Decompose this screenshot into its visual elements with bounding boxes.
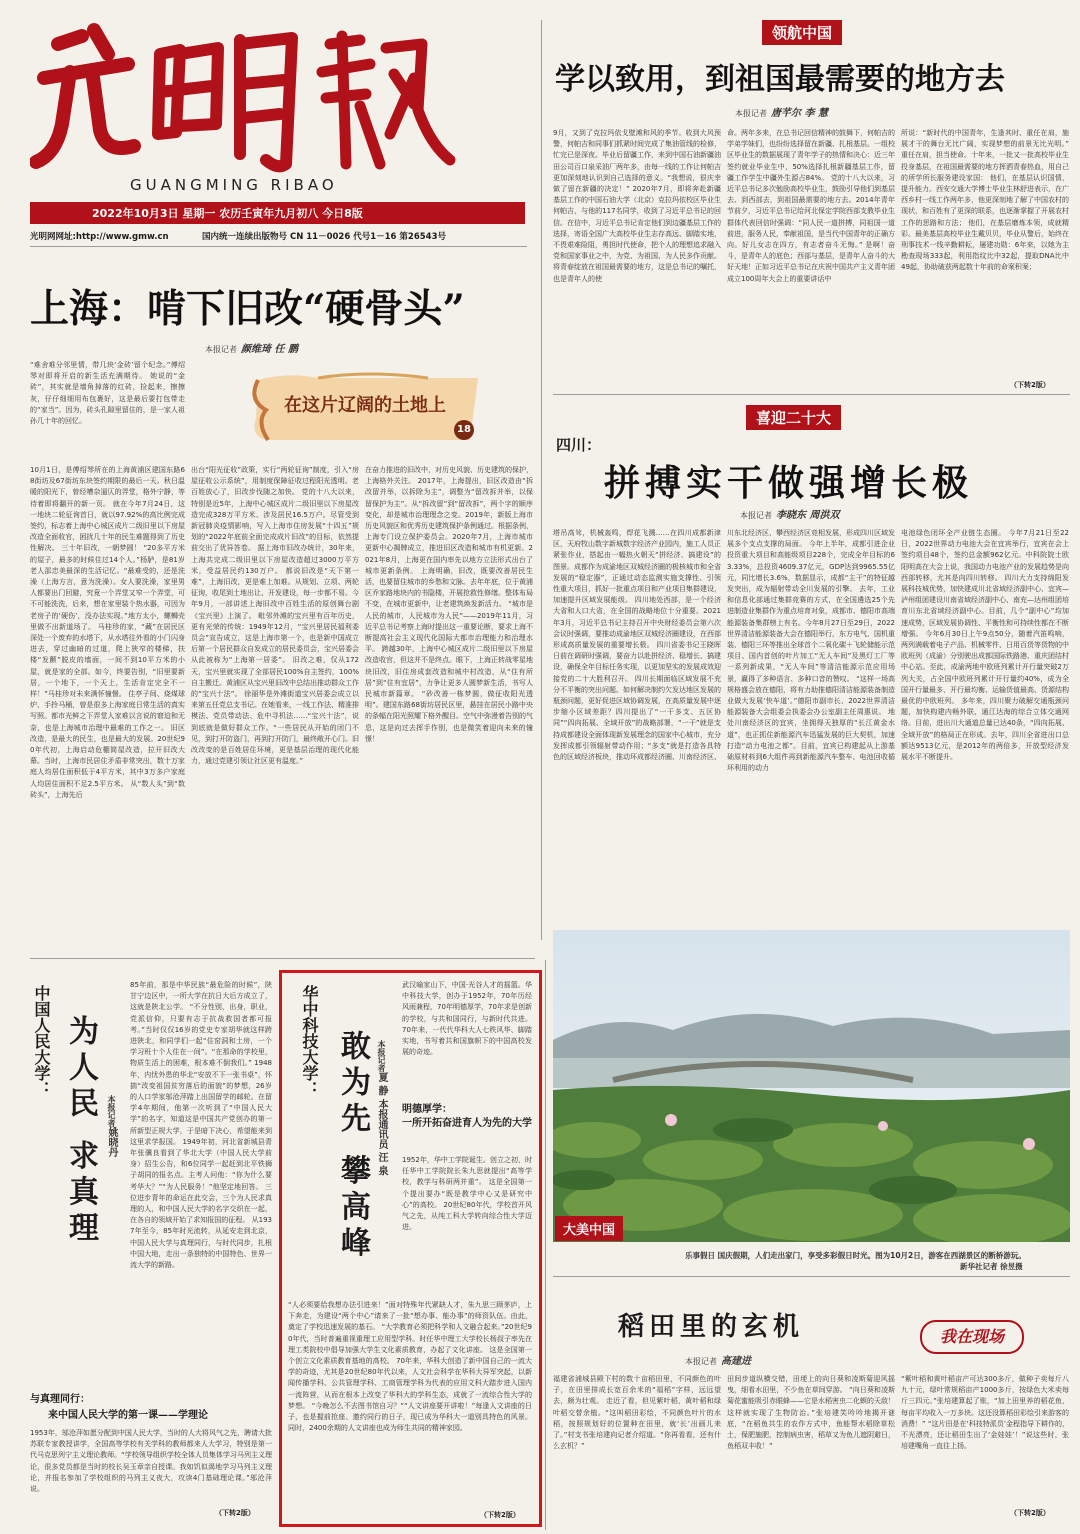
main-byline: 本报记者 颜维琦 任 鹏 xyxy=(205,344,298,355)
daotian-col1: 福建省浦城县殿下村的数十亩稻田里，不同颜色的叶子，在田里排成长宽百余米的“福稻”字样，远远望去，颇为壮观。 走近了看，但见紫叶稻，黄叶稻和绿叶稻交替余植。“这叫稻田彩绘，不同颜色叶片的水稻，按照规划好的位置种在田里，就‘长’出画儿来了。”村支书张培建向记者介绍道。“你再看看，还有什么玄机？” xyxy=(553,1375,721,1451)
top-right-col1: 9月，又到了克拉玛依戈壁滩和风的季节。收到大风预警，何帕吉和同事们抓紧时间完成了集油管线的检修，忙完已是深夜。毕业后留疆工作，来到中国石油新疆油田公司百口泉采油厂两年多，由每一线的工作让何帕吉更加深刻地认识到自己选择的意义。“我想说，很庆幸做了留在新疆的决定！” 2020年7月，即将奔赴新疆基层工作的中国石油大学（北京）克拉玛依校区毕业生何帕吉，与他的117名同学，收到了习近平总书记的回信。在信中，习近平总书记肯定他们到边疆基层工作的选择，寄语全国广大高校毕业生志存高远、脚踏实地，不畏艰难险阻，勇担时代使命，把个人的理想追求融入党和国家事业之中，为党、为祖国、为人民多作贡献。 将青春绽放在祖国最需要的地方，这是总书记的嘱托，也是青年人的使 xyxy=(553,129,721,283)
main-headline: 上海：啃下旧改“硬骨头” xyxy=(30,286,465,332)
masthead-pinyin: GUANGMING RIBAO xyxy=(130,176,338,194)
huake-subhead-2: 一所开拓奋进育人为先的大学 xyxy=(402,1118,532,1129)
masthead-serial: 国内统一连续出版物号 CN 11－0026 代号1－16 第26543号 xyxy=(202,232,446,242)
renmin-col1: 85年前，那是中华民族“最危险的时候”，陕甘宁边区中，一所大学在抗日大后方成立了，这就是陕北公学。 “不分性别，出身，职业，党派信仰，只要有志于抗战救国者都可报考。”当时仅仅16岁的党史专家胡华就这样跨进陕北，和同学们一起“住窑洞和土房，一个学习班十个人住在一间”。“在那命的学校里，物质生活上的困难，根本难不倒我们。” 1948年，内忧外患的华北“安放不下一张书桌”，怀揣“改变祖国贫穷落后的面貌”的梦想，26岁的人口学家邬沧萍踏上出国留学的邮轮。在留学4年期间，他第一次听到了“中国人民大学”的名字，知道这是中国共产党创办的第一所新型正规大学，于是暗下决心，希望能来到这里求学报国。 1949年初，河北省新城县青年张骥良看到了华北大学（中国人民大学前身）招生公告，和6位同学一起赶到北平铁狮子胡同的报名点。主考人问他：“你为什么要考华大？”“为人民服务！”他坚定地回答。 三位进步青年的命运在此交会，三个为人民求真理的人，和中国人民大学的名字交织在一起，在各自的领域开始了求知报国的征程。 从1937年至今，85年时光流转，从延安走到北京，中国人民大学与真理同行，与时代同步，扎根中国大地，走出一条独特的中国特色、世界一流大学的新路。 xyxy=(130,981,272,1270)
bottom-column-divider xyxy=(545,960,546,1530)
feature-title: 在这片辽阔的土地上 xyxy=(284,395,446,416)
huake-jump: （下转2版） xyxy=(480,1511,520,1519)
photo-rule xyxy=(553,1276,1070,1277)
renmin-subhead-2: 来中国人民大学的第一课——学理论 xyxy=(48,1410,208,1421)
top-right-jump: （下转2版） xyxy=(1010,381,1050,389)
masthead-date-line: 2022年10月3日 星期一 农历壬寅年九月初八 今日8版 xyxy=(92,207,363,220)
sichuan-byline: 本报记者 李晓东 周洪双 xyxy=(740,510,840,521)
west-lake-photo xyxy=(553,930,1070,1242)
section-label-lingbang: 领航中国 xyxy=(762,20,842,45)
renmin-col2: 1953年，邬沧萍如愿分配到中国人民大学，当时的人大将风气之先，聘请大批苏联专家教授讲学，全国高等学校有关学科的教师都来人大学习，特别是第一代马克思列宁主义理论教师。“学校领导组织学校全体人员集体学习马列主义理论，很多党员都是当时的校长吴玉章亲自授课。我如饥似渴地学习马列主义理论，并报名参加了学校组织的马列主义夜大，攻读4门基础理论课。”邬沧萍说。 xyxy=(30,1429,272,1494)
top-right-byline: 本报记者 唐芊尔 李 慧 xyxy=(735,108,828,119)
top-right-col2: 命。两年多来，在总书记回信精神的鼓舞下，何帕吉的学弟学妹们，也纷纷选择留在新疆、扎根基层。一组校区毕业生的数据展现了青年学子的热情和决心：近三年签约就业毕业生中，50%选择扎根新疆基层工作，留疆工作学生中疆外生源占84%。 党的十八大以来，习近平总书记多次勉励高校毕业生，鼓励引导他们到基层去、到西部去，到祖国最需要的地方去。2014年青年节前夕，习近平总书记给河北保定学院西部支教毕业生群体代表回信时强调：“同人民一道拼搏，同祖国一道前进，服务人民，奉献祖国，是当代中国青年的正确方向。好儿女志在四方，有志者奋斗无悔。” 是啊！奋斗，是青年人的底色；西部与基层，是青年人奋斗的大好天地！正如习近平总书记在庆祝中国共产主义青年团成立100周年大会上的重要讲话中 xyxy=(727,129,895,283)
main-lead: “难舍难分邻里情，带几块‘金砖’留个纪念。”傅绍琴对即将开启的新生活充满期待。 她说的“金砖”，其实就是墙角掉落的红砖，捡起来，擦擦灰，仔仔细细用布包裹好，这是最后要打包带走的“家当”。因为，砖头孔隙里留住的，是一家人祖孙几十年的回忆。 xyxy=(30,361,185,426)
main-col1: 10月1日，是傅绍琴所在的上海黄浦区建国东路68街坊及67街坊东块签约期限的最后一天。秋日温暖的阳光下，曾经嘈杂逼仄的弄堂，格外宁静，等待着即将翻开的新一页。 就在今年7月24日，这一地块二轮征询首日，就以97.92%的高比例完成签约，标志着上海中心城区成片二级旧里以下房屋改造全面收官，困扰几十年的民生难题得到了历史性解决。 三十年旧改，一朝梦圆！ “20多平方米的屋子，最多的时候住过14个人。”杨胪，是81岁老人邵忠美最深的生活记忆。“最难受的，还是洗澡（上海方言，意为洗澡）。女人要洗澡，家里男人都要出门回避，究竟一个弄堂又窄一个弄堂，可不可能洗洗，后来，想在家里装个热水器，可因为老房子的‘硬伤’，没办法实现。”地方太小，螺蛳壳里做不出新道场了。 马桂珍的家，“藏”在居民区深处一个废弃的水塔下，从水塔往外看的小门闪身进去，穿过幽暗的过道，爬上狭窄的楼梯，扶楼“发颤”脱皮的墙面，一间不到10平方米的小屋，就是家的全部。如今，终要告别，“旧里要新居，一个地下，一个天上，生活肯定完全不一样！”马桂珍对未来满怀憧憬。 住亭子间、烧煤球炉、手拎马桶，曾是很多上海家庭日常生活的真实写照。都市光鲜之下弄堂人家难以言说的窘迫和无奈，也是上海城市治理中最难的工作之一。 旧区改造，是最大的民生，也是最大的发展。20世纪90年代初，上海启动危棚简屋改造，拉开旧改大幕。当时，上海市民居住矛盾非常突出，数十万家庭人均居住面积低于4平方米，其中3万多户家庭人均居住面积不足2.5平方米。 从“数人头”到“数砖头”，上海先后 xyxy=(30,466,185,799)
daotian-headline: 稻田里的玄机 xyxy=(618,1312,805,1342)
column-divider xyxy=(541,20,542,940)
top-right-headline: 学以致用，到祖国最需要的地方去 xyxy=(555,62,1005,97)
photo-credit: 新华社记者 徐昱摄 xyxy=(960,1262,1023,1271)
sichuan-kicker: 四川： xyxy=(556,436,602,454)
masthead-logo-glyphs xyxy=(30,14,495,174)
daotian-col3: “紫叶稻和黄叶稻亩产可达300多斤，做种子卖每斤八九十元，绿叶常规稻亩产1000多斤，按绿色大米卖每斤三四元。”张培建算起了账，“加上田里养的稻花鱼，每亩平均收入一万多块。这还没算稻田彩绘引来游客的消费！” “这片田是在‘科技特派员’金程指导下耕作的，不光漂亮，还让稻田生出了‘金娃娃’！”说这些时，张培建嘴角一直往上扬。 xyxy=(901,1375,1069,1451)
main-rule xyxy=(30,958,535,959)
renmin-kicker: 中国人民大学： xyxy=(32,985,51,1097)
main-col3: 在奋力推进的旧改中，对历史风貌、历史建筑的保护，上海格外关注。 2017年，上海提出，旧区改造由“拆改留并举，以拆除为主”，调整为“留改拆并举，以保留保护为主”。从“拆改留”到“留改拆”，两个字的顺序变化，却是城市治理理念之变。2019年，新版上海市历史风貌区和优秀历史建筑保护条例通过。根据条例，上海专门设立保护委员会。2020年7月，上海市城市更新中心揭牌成立，推进旧区改造和城市有机更新。2021年8月，上海更在国内率先以地方立法形式出台了城市更新条例。 上海明确，旧改，既要改善居民生活，也要留住城市的乡愁和文脉。去年年底，位于黄浦区乔家路地块内的书隐楼，开展抢救性修缮。整体布局不变，在城市更新中，让老建筑焕发新活力。 “城市是人民的城市，人民城市为人民”——2019年11月，习近平总书记考察上海时提出这一重要论断，要求上海不断提高社会主义现代化国际大都市治理能力和治理水平。 跨越30年，上海中心城区成片二级旧里以下房屋改造收官，但这并不是终点。眼下，上海正转战零星地块旧改，旧住房成套改造和城中村改造，从“住有所居”到“住有宜居”，力争让更多人圆梦新生活，书写人民城市新篇章。 “砂改善一栋梦圆，做征收阳光透明”。建国东路68街坊居民区里，悬挂在居民小路中央的条幅在阳光照耀下格外醒目。空气中弥漫着告别的气息，这是向过去挥手作别，也是微笑着迎向未来的憧憬！ xyxy=(365,466,533,743)
photo-illustration xyxy=(553,930,1070,1242)
huake-headline: 敢为先 攀高峰 xyxy=(335,1030,370,1263)
huake-col2: 1952年，华中工学院诞生。创立之初，时任华中工学院院长朱九思就提出“高等学校，教学与科研两并重”。 这是全国第一个提出要办“既是教学中心又是研究中心”的高校。 20世纪80年代，学校首开风气之先，从纯工科大学转向综合性大学迈进。 xyxy=(402,1156,532,1232)
sichuan-col2: 川东北经济区、攀西经济区竞相发展，形成四川区域发展多个支点支撑的局面。 今年上半年，成都引进企业投资重大项目和高能级项目228个，完成全年目标的63.33%，总投资4609.37亿元，GDP达到9965.55亿元，同比增长3.6%，数据显示，成都“主干”的特征越发突出，成为辐射带动全川发展的引擎。 去年，工业和信息化部通过集群竞赛的方式，在全国遴选25个先进制造业集群作为重点培育对象，成都市、德阳市高端能源装备集群榜上有名。今年8月27日至29日，2022世界清洁能源装备大会在德阳举行，东方电气、国机重装、德阳三环等推出全球首个二氧化碳＋飞轮储能示范项目、国内首创的叶片加工“无人车间”及黑灯工厂等一系列新成果，“无人车间”等清洁能源示范应用场景，赢得了多种语言、多种口音的赞叹。 “这样一场高规格盛会放在德阳，将有力助推德阳清洁能源装备制造业做大发展‘快车道’。”德阳市副市长、2022世界清洁能源装备大会组委会执委会办公室副主任周惠说。 地处川南经济区的宜宾，坐拥得天独厚的“长江黄金水道”，也正抓住新能源汽车迅猛发展的巨大契机，加速打造“动力电池之都”。目前，宜宾已构建起从上游基础原材料到6大组件再到新能源汽车整车、电池回收循环利用的动力 xyxy=(727,529,895,773)
huake-byline: 本报记者夏 静 本报通讯员 汪 泉 xyxy=(376,1040,387,1176)
photo-badge: 大美中国 xyxy=(555,1216,623,1241)
photo-caption: 乐事假日 国庆假期，人们走出家门，享受多彩假日时光。图为10月2日，游客在西湖景区的断桥游玩。 xyxy=(685,1251,1026,1260)
masthead-website: 光明网网址:http://www.gmw.cn xyxy=(30,232,169,242)
daotian-jump: （下转2版） xyxy=(1010,1509,1050,1517)
huake-col3: “人必须要给我想办法引进来！”面对特殊年代紧缺人才，朱九思三顾茅庐，上下奔走，为建设“两个中心”请来了一批“想办事、能办事”的师资队伍。由此，奠定了学校迅速发展的基石。 “大学教育必须把科学和人文融合起来。”20世纪90年代，当时普遍重视重理工应用型学科。时任华中理工大学校长杨叔子率先在理工类院校中倡导加强大学生文化素质教育，办起了文化讲座。 这是全国第一个创立文化素质教育基地的高校。 70年来，华科大创造了新中国自己的一流大学的奇迹，尤其是20世纪80年代以来，人文社会科学在华科大异军突起，以新闻传播学科、公共管理学科、工商管理学科为代表的应用文科大踏步进入国内一流阵营，从而在根本上改变了华科大的学科生态，成就了一流综合性大学的梦想。 “今晚怎么不去图书馆自习？”“人文讲座要开讲啦！”每逢人文讲座的日子，也是握前抢座、邀约同行的日子，现已成为华科大一道别具特色的风景。同时，2400余期的人文讲座也成为师生共同的精神家园。 xyxy=(288,1301,532,1433)
daotian-badge: 我在现场 xyxy=(920,1320,1024,1354)
huake-subhead: 明德厚学： xyxy=(402,1104,452,1115)
top-right-col3: 所说：“新时代的中国青年，生逢其时、重任在肩，施展才干的舞台无比广阔，实现梦想的前景无比光明。” 重任在肩，担当使命。十年来，一批又一批高校毕业生投身基层，在祖国最需要的地方挥洒青春热血，用自己的所学所长服务建设家国： 他们，在基层认识国情，提升能力。西安交通大学博士毕业生林舒进表示，在广西乡村一线工作两年多，他更深刻地了解了中国农村的现状，和百姓有了更深的联系，也逐渐掌握了开展农村工作的思路和方法； 他们，在基层磨炼本领，成就精彩。最美基层高校毕业生戴贝贝，毕业从警后，始终在刑事技术一线辛勤耕耘，屡建功勋：6年来，以她为主勘查现场333起，利用指纹比中32起，提取DNA比中49起，协助破获两起数十年前的命案积案； xyxy=(901,129,1069,272)
renmin-byline: 本报记者姚晓丹 xyxy=(106,1095,117,1157)
section-label-xiying: 喜迎二十大 xyxy=(746,405,841,430)
sichuan-col1: 塔吊高耸，机械轰鸣，焊花飞溅……在四川成都新津区，天府牧山数字新城数字经济产业园内，施工人员正紧张作业，搭起由一幅热火朝天“拼经济、搞建设”的图景。成都作为成渝地区双城经济圈的极核城市和全省发展的“稳定器”，正通过动态监测实施支撑性、引领性重大项目，抓好一批重点项目和产业项目集群建设，加速提升区域发展能级。 四川地处西部，是一个经济大省和人口大省，在全国的战略地位十分重要。2021年3月，习近平总书记主持召开中央财经委员会第六次会议时强调，要推动成渝地区双城经济圈建设，在西部形成高质量发展的重要增长极。 四川省委书记王晓晖日前在调研时强调，要奋力以赴拼经济、稳增长、搞建设，确保全年目标任务实现，以更加坚实的发展成效迎接党的二十大胜利召开。 四川长期面临区域发展不充分不平衡的突出问题。如何解决制约欠发达地区发展的瓶颈问题，更好促进区域协调发展，在高质量发展中逐步缩小区域差距？四川提出了“一干多支、五区协同”“四向拓展、全域开放”的战略部署，“一干”就是支持成都建设全面体现新发展理念的国家中心城市，充分发挥成都引领辐射带动作用；“多支”就是打造各具特色的区域经济板块，推动环成都经济圈、川南经济区、 xyxy=(553,529,721,762)
masthead-logo xyxy=(30,14,495,174)
feature-banner xyxy=(248,370,488,448)
renmin-subhead: 与真理同行： xyxy=(30,1394,90,1405)
daotian-col2: 田间步道纵横交错，田埂上的向日葵和凌斯菊迎风摇曳，细看水田里，不少鱼在草间穿游。 “向日葵和凌斯菊花蜜能吸引赤眼蜂——它是水稻害虫二化螟的天敌！这样就实现了生物防治。”张培建笑吟吟地揭开谜底，“在稻鱼共生的农作方式中，鱼能帮水稻除草松土，保肥施肥，控制病虫害，稻草又为鱼儿遮阴避日，鱼稻双丰收！” xyxy=(727,1375,895,1451)
huake-kicker: 华中科技大学： xyxy=(300,985,319,1097)
feature-number-badge: 18 xyxy=(454,420,474,440)
top-right-rule xyxy=(553,394,1070,395)
sichuan-col3: 电池绿色闭环全产业链生态圈。 今年7月21日至22日，2022世界动力电池大会在宜宾举行，宜宾在会上签约项目48个，签约总金额962亿元。中科院院士欧阳明高在大会上说，我国动力电池产业的发展趋势是向西部转移，尤其是向四川转移。 四川大力支持绵阳发展科技城优势，加快建成川北省域经济副中心、宜宾—泸州组团建设川南省域经济副中心、南充—达州组团培育川东北省域经济副中心。目前，几个“副中心”均加速成势，区域发展协调性、平衡性和可持续性都在不断增强。 今年6月30日上午9点50分，随着汽笛鸣响，两列满载着电子产品、机械零件、日用百货等货物的中欧班列（成渝）分别驶出成都国际铁路港、重庆团结村中心站。至此，成渝两地中欧班列累计开行量突破2万列大关，占全国中欧班列累计开行量约40%，成为全国开行量最多、开行最均衡、运输货值最高、货源结构最优的中欧班列。 多年来，四川聚力破解交通瓶颈问题，加快构建内畅外联、通江达海的综合立体交通网络。目前，进出川大通道总量已达40条，“四向拓展、全域开放”的格局正在形成。去年，四川全省进出口总额达9513亿元，是2012年的两倍多，开放型经济发展水平不断提升。 xyxy=(901,529,1069,762)
main-col2: 出台“阳光征收”政策，实行“两轮征询”制度，引入“房屋征收公示系统”，用制度保障征收过程阳光透明。老百姓放心了，旧改步伐随之加快。 党的十八大以来，特别是近5年，上海中心城区成片二级旧里以下房屋改造完成328万平方米、涉及居民16.5万户。尽管受到新冠肺炎疫情影响，写入上海市住房发展“十四五”规划的“2022年底前全面完成成片旧改”的目标，依然提前交出了优异答卷。 据上海市旧改办统计，30年来，上海共完成二级旧里以下房屋改造超过3000万平方米，受益居民约130万户。 都说旧改是“天下第一难”，上海旧改，更是难上加难。从规划、立项、两轮征询，收尾到土地出让、开发建设，每一步都不易。今年9月，一部讲述上海旧改中百姓生活的原创舞台剧《宝兴里》上演了。 毗邻外滩的宝兴里有百年历史，更有光荣的传统：1949年12月，“宝兴里居民福利委员会”宣告成立，这是上海市第一个，也是新中国成立后第一个居民群众自发成立的居民委员会，宝兴居委会从此被称为“上海第一居委”。 旧改之难，仅从172天，宝兴里就实现了全部居民100%自主签约，100%自主搬迁。黄浦区从宝兴里旧改中总结出推动群众工作的“宝兴十法”。 徐丽华是外滩街道宝兴居委会成立以来第五任党总支书记。在她看来，一线工作法、精准排模法、党员带动法、危中寻机法……“宝兴十法”，说到底就是做好群众工作。“一些居民从开始的闭门不见，到打开防盗门，再到打开防门，最终敞开心门。旧改改变的是百姓居住环境，更是基层治理的现代化能力，通过党建引领让社区更有温度。” xyxy=(191,466,359,766)
renmin-jump: （下转2版） xyxy=(215,1509,255,1517)
daotian-byline: 本报记者 高建进 xyxy=(685,1356,751,1367)
sichuan-headline: 拼搏实干做强增长极 xyxy=(604,462,974,504)
huake-lead: 武汉喻家山下，中国·光谷人才的摇篮。华中科技大学，创办于1952年，70年历经风雨兼程，70年明德厚学，70年求是创新的学校，与共和国同行，与新时代共进。70年来，一代代华科大人七秩风华、脚踏实地，书写着共和国旗帜下的中国高校发展的奇迹。 xyxy=(402,981,532,1057)
masthead-rule xyxy=(30,246,527,247)
renmin-headline: 为人民 求真理 xyxy=(63,1015,98,1248)
